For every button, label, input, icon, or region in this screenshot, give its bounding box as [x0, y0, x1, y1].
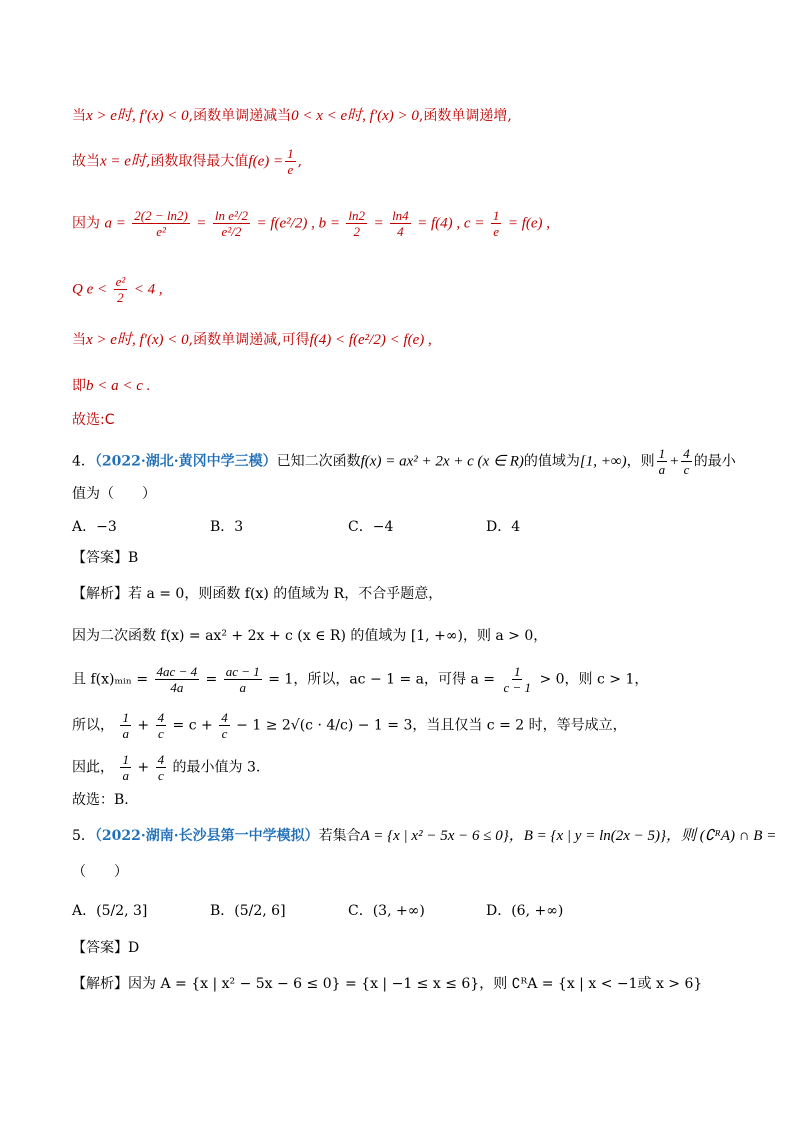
max-value-line — [72, 146, 302, 177]
option-d[interactable]: D．4 — [486, 519, 521, 535]
numerator: ln4 — [392, 208, 409, 223]
analysis-line-2: 因为二次函数 f(x) = ax² + 2x + c (x ∈ R) 的值域为 [1, +∞)，则 a > 0， — [72, 628, 548, 644]
numerator: ln e²/2 — [214, 208, 249, 223]
question-source: （2022·湖北·黄冈中学三模） — [94, 453, 277, 470]
math: + — [669, 453, 680, 470]
math: [1, +∞) — [579, 453, 627, 470]
option-a[interactable]: A．−3 — [72, 519, 117, 535]
fraction — [114, 274, 128, 305]
text: + — [137, 717, 150, 734]
numerator: 4 — [157, 710, 165, 725]
denominator: a — [122, 768, 129, 783]
denominator: c − 1 — [503, 680, 532, 695]
denominator: c — [683, 462, 690, 477]
fraction — [213, 208, 250, 239]
comparison-line — [72, 208, 550, 239]
denominator: 4 — [397, 224, 404, 239]
numerator: 1 — [492, 208, 500, 223]
question-5-stem-cont: （ ） — [72, 864, 128, 880]
text: ,函数单调递减当 — [188, 108, 292, 124]
denominator: 2 — [353, 224, 360, 239]
fraction — [285, 146, 296, 177]
numerator: ac − 1 — [225, 664, 260, 679]
option-b[interactable]: B．(5/2, 6] — [210, 903, 286, 919]
math: f(x) = ax² + 2x + c (x ∈ R) — [360, 453, 524, 470]
text: = 1，所以，ac − 1 = a，可得 a = — [268, 671, 496, 688]
denominator: 4a — [170, 680, 184, 695]
numerator: 1 — [658, 446, 666, 461]
math: a = — [104, 215, 126, 232]
question-number: 4． — [72, 453, 95, 470]
question-5-stem — [72, 826, 776, 846]
analysis-line-3 — [72, 664, 648, 695]
denominator: a — [122, 726, 129, 741]
analysis-tag: 【解析】 — [72, 976, 128, 992]
numerator: e² — [115, 274, 126, 289]
text: 因为 A = {x | x² − 5x − 6 ≤ 0} = {x | −1 ≤ x ≤ 6}，则 ∁ᴿA = {x | x < −1或 x > 6} — [128, 976, 703, 992]
numerator: 4 — [221, 710, 228, 725]
analysis-line-5 — [72, 752, 260, 783]
math: = f(e²/2) , b = — [256, 215, 340, 232]
option-b[interactable]: B．3 — [210, 519, 244, 535]
text: ,函数单调递增, — [418, 108, 512, 124]
fraction — [120, 752, 131, 783]
text: − 1 ≥ 2√(c · 4/c) − 1 = 3，当且仅当 c = 2 时，等号成立， — [236, 717, 627, 734]
denominator: c — [221, 726, 228, 741]
denominator: e — [493, 224, 500, 239]
denominator: a — [658, 462, 666, 477]
fraction — [224, 664, 262, 695]
numerator: 4ac − 4 — [156, 664, 198, 679]
text: 因为 — [72, 215, 100, 232]
denominator: e² — [156, 224, 166, 239]
text: , — [297, 153, 303, 170]
text: 已知二次函数 — [276, 453, 361, 470]
text: 所以， — [72, 717, 114, 734]
analysis-line-1 — [72, 584, 442, 604]
text: 当 — [72, 332, 86, 348]
analysis-line-1 — [72, 974, 702, 994]
option-d[interactable]: D．(6, +∞) — [486, 903, 564, 919]
math: x > e时, f′(x) < 0 — [86, 108, 189, 124]
analysis-tag: 【解析】 — [72, 586, 128, 602]
text: 若 a = 0，则函数 f(x) 的值域为 R，不合乎题意， — [128, 586, 443, 602]
question-4-stem — [72, 446, 736, 477]
math: x > e时, f′(x) < 0 — [86, 332, 189, 348]
numerator: 1 — [513, 664, 521, 679]
numerator: 4 — [157, 752, 165, 767]
result-line — [72, 376, 150, 396]
option-c[interactable]: C．−4 — [348, 519, 394, 535]
fraction — [657, 446, 668, 477]
text: 即 — [72, 378, 86, 394]
fraction — [156, 710, 167, 741]
denominator: e²/2 — [221, 224, 242, 239]
derivative-decreasing-line — [72, 106, 512, 126]
analysis-line-4 — [72, 710, 627, 741]
text: 因此， — [72, 759, 114, 776]
fraction — [346, 208, 367, 239]
fraction — [132, 208, 190, 239]
question-4-stem-cont: 值为（ ） — [72, 486, 156, 502]
denominator: e — [287, 162, 294, 177]
text: ,函数单调递减,可得 — [188, 332, 310, 348]
fraction — [120, 710, 131, 741]
text: 当 — [72, 108, 86, 124]
fraction — [501, 664, 533, 695]
question-source: （2022·湖南·长沙县第一中学模拟） — [94, 828, 319, 844]
fraction — [390, 208, 411, 239]
math: f(e) = — [248, 153, 284, 170]
option-c[interactable]: C．(3, +∞) — [348, 903, 425, 919]
text: 的值域为 — [523, 453, 580, 470]
math: = — [373, 215, 384, 232]
text: 的最小 — [693, 453, 736, 470]
since-line — [72, 274, 163, 305]
numerator: 4 — [683, 446, 690, 461]
numerator: 2(2 − ln2) — [134, 208, 188, 223]
fraction — [155, 664, 200, 695]
text: ，则 — [626, 453, 655, 470]
text: 且 f(x)ₘᵢₙ = — [72, 671, 149, 688]
option-a[interactable]: A．(5/2, 3] — [72, 903, 148, 919]
denominator: c — [157, 768, 164, 783]
denominator: c — [157, 726, 164, 741]
choice-c-line: 故选:C — [72, 412, 115, 428]
fraction — [491, 208, 502, 239]
text: 若集合 — [318, 828, 361, 844]
math: b < a < c . — [86, 378, 151, 394]
fraction — [681, 446, 692, 477]
text: + — [137, 759, 150, 776]
text: = — [205, 671, 218, 688]
math: = f(4) , c = — [417, 215, 485, 232]
text: ,函数取得最大值 — [145, 153, 249, 170]
numerator: 1 — [287, 146, 294, 161]
text: > 0，则 c > 1， — [539, 671, 649, 688]
math: < 4 , — [133, 281, 163, 298]
math: 0 < x < e时, f′(x) > 0 — [291, 108, 419, 124]
math: Q e < — [72, 281, 108, 298]
math: f(4) < f(e²/2) < f(e) , — [309, 332, 432, 348]
math: = f(e) , — [507, 215, 551, 232]
numerator: 1 — [122, 752, 129, 767]
numerator: 1 — [122, 710, 129, 725]
math: x = e时 — [100, 153, 146, 170]
math: A = {x | x² − 5x − 6 ≤ 0}，B = {x | y = ln(2x − 5)}，则 (∁ᴿA) ∩ B = — [360, 828, 777, 844]
math: = — [196, 215, 207, 232]
answer-label: 【答案】D — [72, 940, 140, 956]
text: 的最小值为 3. — [172, 759, 261, 776]
answer-label: 【答案】B — [72, 550, 139, 566]
fraction — [219, 710, 230, 741]
question-number: 5． — [72, 828, 95, 844]
conclusion-inequality-line — [72, 330, 432, 350]
numerator: ln2 — [348, 208, 366, 223]
text: 故当 — [72, 153, 100, 170]
analysis-line-6: 故选：B. — [72, 792, 129, 808]
denominator: 2 — [117, 290, 124, 305]
fraction — [156, 752, 167, 783]
denominator: a — [239, 680, 246, 695]
text: = c + — [172, 717, 213, 734]
